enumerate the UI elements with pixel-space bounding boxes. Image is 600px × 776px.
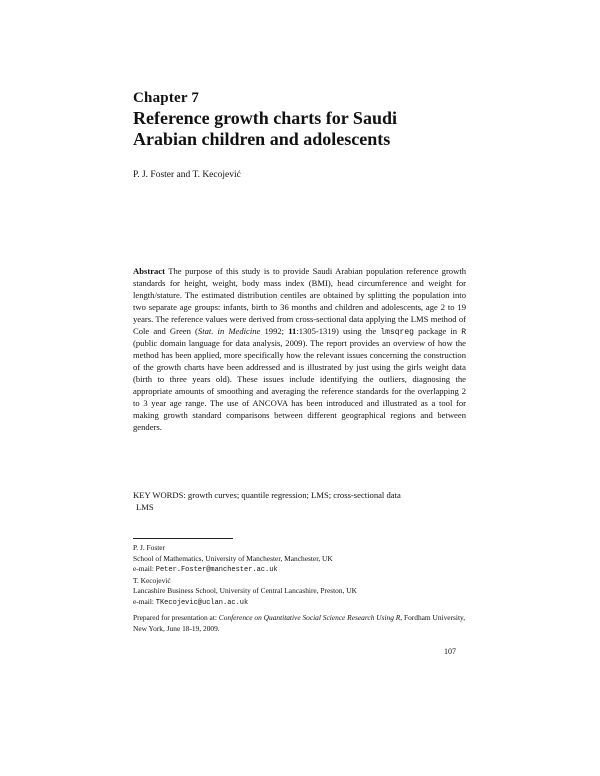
footnote-divider [133,538,233,539]
keywords-line-1: KEY WORDS: growth curves; quantile regression; LMS; cross-sectional data [133,490,401,500]
abstract-language-name: R [461,327,466,337]
keywords-line-2: LMS [136,501,154,512]
chapter-label: Chapter 7 [133,90,200,106]
abstract [133,266,466,434]
author-list: P. J. Foster and T. Kecojević [133,170,241,180]
author-2-email-row [133,597,466,609]
presentation-suffix: , Fordham University, New York, June 18-19, 2009. [133,613,466,633]
abstract-journal: Stat. in Medicine [197,325,261,336]
chapter-title-line-1: Reference growth charts for Saudi [133,108,397,128]
abstract-package-name: lmsqreg [380,327,414,337]
author-1-affiliation: School of Mathematics, University of Manchester, Manchester, UK [133,553,333,563]
abstract-volume: 11 [288,325,297,336]
abstract-pages: :1305-1319) using the [296,325,381,336]
author-1-email[interactable]: Peter.Foster@manchester.ac.uk [155,566,278,574]
presentation-note [133,613,466,634]
author-footnote [133,543,466,634]
abstract-text-part-1: The purpose of this study is to provide Saudi Arabian population reference growth standards for height, weight, body mass index (BMI), head circumference and weight for length/stature. The estimated distribution centiles are obtained by splitting the population into two separate age groups: infants, birth to 36 months and children and adolescents, age 2 to 19 years. The reference values were derived from cross-sectional data applying the LMS method of Cole and Green ( [133,266,466,336]
author-2-email-label: e-mail: [133,596,156,606]
abstract-text-part-2: (public domain language for data analysis, 2009). The report provides an overview of how the method has been applied, more specifically how the relevant issues concerning the construction of the growth charts have been addressed and is illustrated by just using the girls weight data (birth to three years old). These issues include identifying the outliers, diagnosing the appropriate amounts of smoothing and averaging the reference standards for the overlapping 2 to 3 year age range. The use of ANCOVA has been introduced and illustrated as a tool for making growth standard comparisons between different geographical regions and between genders. [133,338,466,432]
author-1-email-label: e-mail: [133,564,156,573]
abstract-year: 1992; [260,325,289,336]
abstract-heading: Abstract [133,266,165,276]
author-2-email[interactable]: TKecojevic@uclan.ac.uk [155,598,249,607]
abstract-package-mid: package in [413,325,462,336]
author-1-name: P. J. Foster [133,543,166,552]
author-2-affiliation: Lancashire Business School, University of Central Lancashire, Preston, UK [133,586,357,595]
keywords [133,490,466,513]
chapter-title [133,108,473,150]
chapter-title-line-2: Arabian children and adolescents [133,129,391,149]
page-number: 107 [444,647,456,656]
conference-name: Conference on Quantitative Social Science Research Using R [218,613,401,622]
presentation-prefix: Prepared for presentation at: [133,613,219,622]
author-1-email-row [133,564,466,576]
author-2-name: T. Kecojević [133,575,171,585]
